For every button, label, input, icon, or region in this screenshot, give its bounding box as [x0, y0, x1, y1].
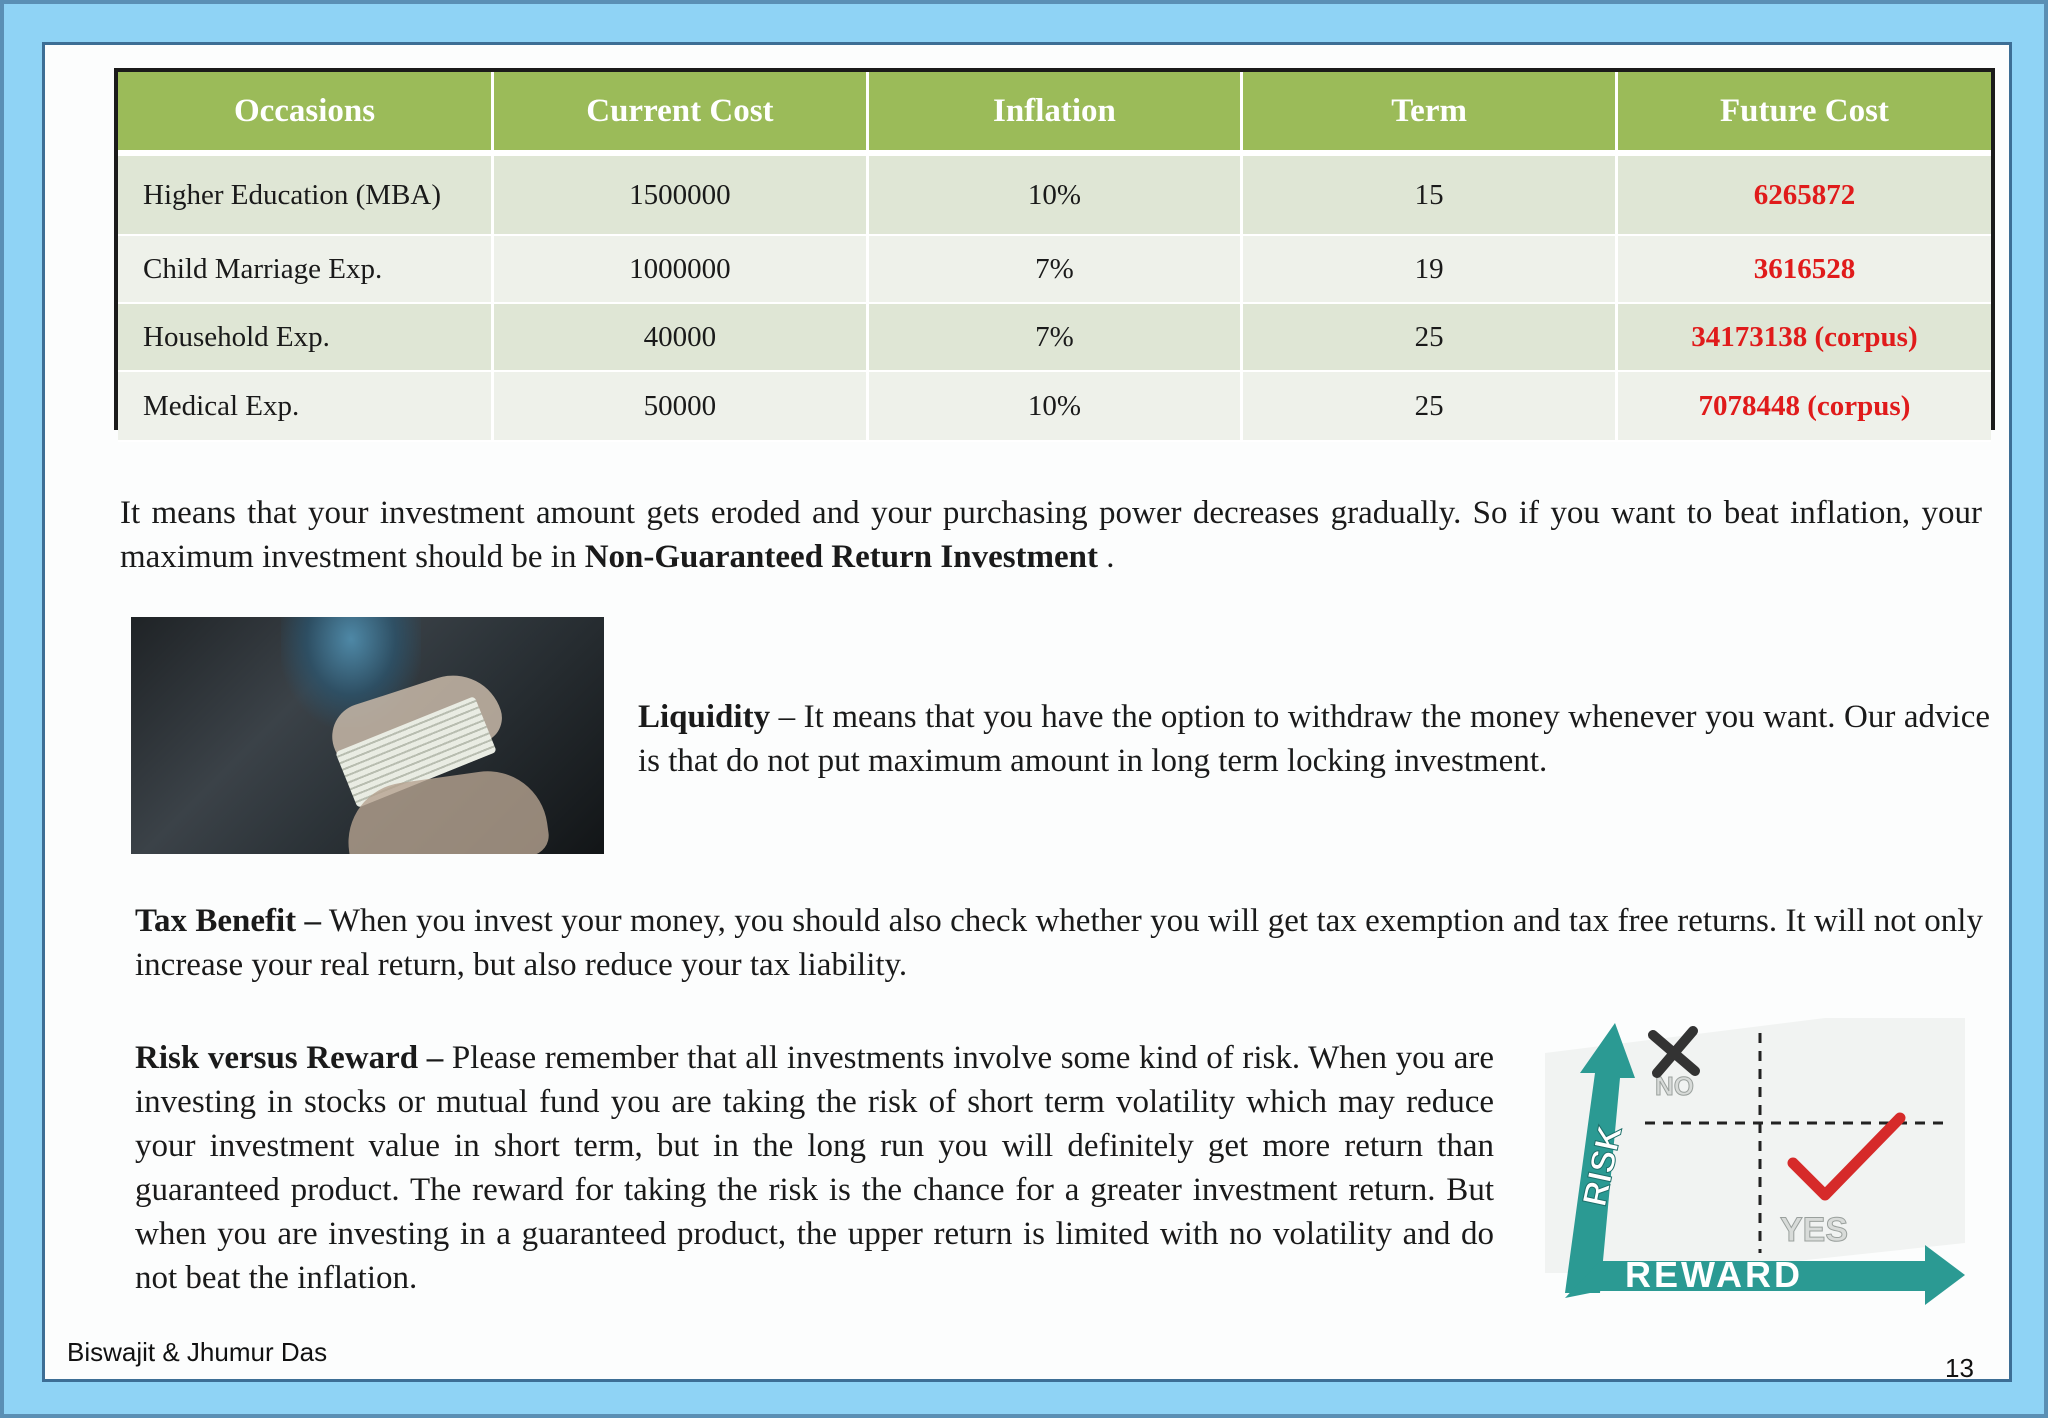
table-row: [118, 235, 1991, 303]
cell-term: 25: [1242, 371, 1617, 441]
cell-inflation: 10%: [867, 153, 1242, 235]
no-label: NO: [1655, 1071, 1694, 1101]
cell-inflation: 10%: [867, 371, 1242, 441]
money-exchange-photo: [131, 617, 604, 854]
inflation-end: .: [1098, 539, 1115, 575]
cell-occasion: Medical Exp.: [118, 371, 493, 441]
cell-occasion: Child Marriage Exp.: [118, 235, 493, 303]
tax-title: Tax Benefit –: [135, 903, 322, 939]
risk-title: Risk versus Reward –: [135, 1040, 444, 1076]
document-page: [42, 42, 2012, 1382]
cell-current-cost: 1000000: [493, 235, 868, 303]
cell-future-cost: 6265872: [1616, 153, 1991, 235]
cell-term: 19: [1242, 235, 1617, 303]
cell-inflation: 7%: [867, 235, 1242, 303]
risk-label: RISK: [1575, 1122, 1630, 1210]
inflation-paragraph: [120, 491, 1982, 579]
table-row: [118, 153, 1991, 235]
cell-occasion: Higher Education (MBA): [118, 153, 493, 235]
reward-label: REWARD: [1625, 1254, 1803, 1295]
cell-term: 15: [1242, 153, 1617, 235]
inflation-bold-term: Non-Guaranteed Return Investment: [584, 539, 1099, 575]
cell-current-cost: 40000: [493, 303, 868, 371]
cost-table: [114, 68, 1995, 430]
risk-text: Please remember that all investments involve some kind of risk. When you are investing in stocks or mutual fund you are taking the risk of short term volatility which may reduce your investment value in short term, but in the long run you will definitely get more return than guaranteed product. The reward for taking the risk is the chance for a greater investment return. But when you are investing in a guaranteed product, the upper return is limited with no volatility and do not beat the inflation.: [135, 1040, 1494, 1296]
liquidity-paragraph: [638, 695, 1990, 783]
header-inflation: Inflation: [867, 72, 1242, 153]
table-header-row: [118, 72, 1991, 153]
header-current-cost: Current Cost: [493, 72, 868, 153]
cell-inflation: 7%: [867, 303, 1242, 371]
table-row: [118, 303, 1991, 371]
cell-current-cost: 1500000: [493, 153, 868, 235]
tax-paragraph: [135, 899, 1983, 987]
cell-current-cost: 50000: [493, 371, 868, 441]
liquidity-text: – It means that you have the option to withdraw the money whenever you want. Our advice is that do not put maximum amount in long term locking investment.: [638, 699, 1990, 779]
inflation-text: It means that your investment amount gets eroded and your purchasing power decreases gradually. So if you want to beat inflation, your maximum investment should be in: [120, 495, 1982, 575]
cell-future-cost: 7078448 (corpus): [1616, 371, 1991, 441]
header-future-cost: Future Cost: [1616, 72, 1991, 153]
cost-table-grid: [118, 72, 1991, 442]
page-number: 13: [1945, 1353, 1974, 1382]
table-row: [118, 371, 1991, 441]
risk-paragraph: [135, 1036, 1494, 1300]
header-term: Term: [1242, 72, 1617, 153]
risk-reward-figure: [1525, 1013, 1975, 1313]
cell-occasion: Household Exp.: [118, 303, 493, 371]
tax-text: When you invest your money, you should also check whether you will get tax exemption and tax free returns. It will not only increase your real return, but also reduce your tax liability.: [135, 903, 1983, 983]
footer-author: Biswajit & Jhumur Das: [67, 1337, 328, 1367]
cell-term: 25: [1242, 303, 1617, 371]
cell-future-cost: 34173138 (corpus): [1616, 303, 1991, 371]
liquidity-title: Liquidity: [638, 699, 771, 735]
cell-future-cost: 3616528: [1616, 235, 1991, 303]
yes-label: YES: [1780, 1211, 1849, 1249]
header-occasions: Occasions: [118, 72, 493, 153]
